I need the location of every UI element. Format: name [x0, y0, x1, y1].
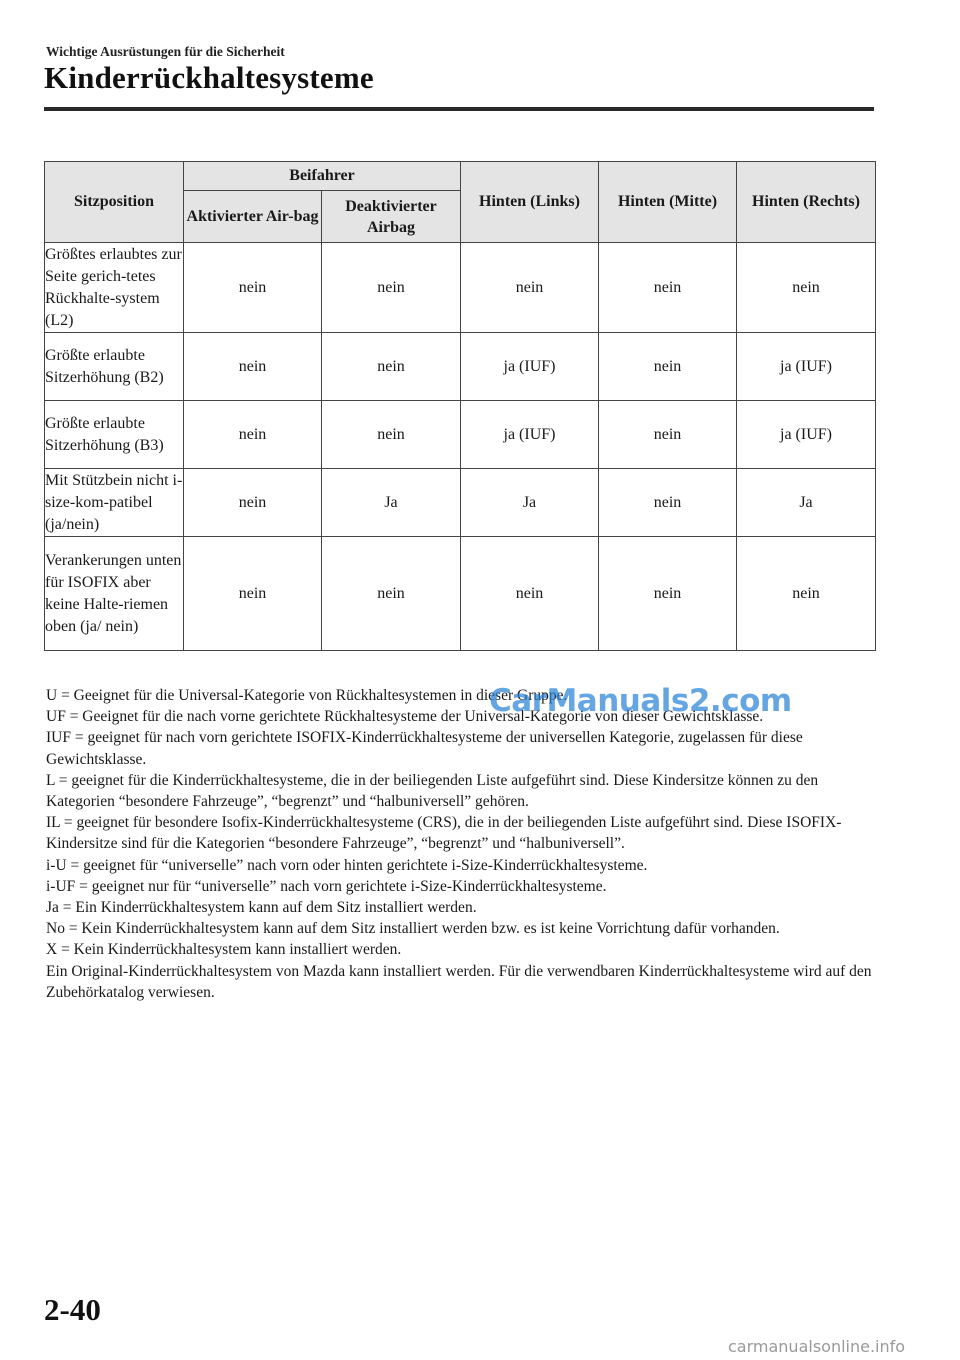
footer-site-watermark: carmanualsonline.info: [728, 1337, 906, 1356]
table-cell: Ja: [737, 469, 876, 537]
header-airbag-active: Aktivierter Air-bag: [184, 191, 322, 243]
table-cell: nein: [322, 333, 461, 401]
note-i-u: i-U = geeignet für “universelle” nach vorn oder hinten gerichtete i-Size-Kinderrückhaltesysteme.: [46, 856, 648, 874]
table-cell: ja (IUF): [737, 401, 876, 469]
row-label: Größte erlaubte Sitzerhöhung (B2): [45, 333, 184, 401]
table-cell: ja (IUF): [461, 401, 599, 469]
table-cell: nein: [184, 333, 322, 401]
note-ja: Ja = Ein Kinderrückhaltesystem kann auf dem Sitz installiert werden.: [46, 899, 477, 917]
row-label: Verankerungen unten für ISOFIX aber keine Halte-riemen oben (ja/ nein): [45, 537, 184, 651]
row-label: Größte erlaubte Sitzerhöhung (B3): [45, 401, 184, 469]
table-cell: nein: [599, 537, 737, 651]
header-hinten-mitte: Hinten (Mitte): [599, 162, 737, 243]
table-cell: Ja: [461, 469, 599, 537]
note-original: Ein Original-Kinderrückhaltesystem von Mazda kann installiert werden. Für die verwendbaren Kinderrückhaltesysteme wird auf den Zubehörkatalog verwiesen.: [46, 962, 872, 1001]
table-cell: nein: [184, 537, 322, 651]
header-beifahrer: Beifahrer: [184, 162, 461, 191]
note-i-uf: i-UF = geeignet nur für “universelle” nach vorn gerichtete i-Size-Kinderrückhaltesysteme.: [46, 877, 607, 895]
note-il: IL = geeignet für besondere Isofix-Kinderrückhaltesysteme (CRS), die in der beiliegenden Liste aufgeführt sind. Diese ISOFIX-Kindersitze sind für die Kategorien “besondere Fahrzeuge”, “begrenzt” und “halbuniversell”.: [46, 814, 842, 853]
table-cell: nein: [599, 469, 737, 537]
note-no: No = Kein Kinderrückhaltesystem kann auf dem Sitz installiert werden bzw. es ist keine Vorrichtung dafür vorhanden.: [46, 920, 780, 938]
table-cell: nein: [737, 243, 876, 333]
table-row: [45, 469, 876, 537]
table-cell: nein: [737, 537, 876, 651]
table-cell: ja (IUF): [461, 333, 599, 401]
note-x: X = Kein Kinderrückhaltesystem kann installiert werden.: [46, 941, 402, 959]
table-cell: ja (IUF): [737, 333, 876, 401]
note-iuf: IUF = geeignet für nach vorn gerichtete ISOFIX-Kinderrückhaltesysteme der universellen Kategorie, zugelassen für diese Gewichtsklasse.: [46, 729, 803, 768]
header-hinten-rechts: Hinten (Rechts): [737, 162, 876, 243]
page-number: 2-40: [44, 1292, 101, 1327]
legend-notes: [46, 685, 876, 1003]
note-u: U = Geeignet für die Universal-Kategorie von Rückhaltesystemen in dieser Gruppe.: [46, 687, 568, 704]
table-cell: Ja: [322, 469, 461, 537]
table-cell: nein: [599, 333, 737, 401]
table-cell: nein: [322, 537, 461, 651]
compatibility-table: [44, 161, 876, 651]
table-row: [45, 333, 876, 401]
page-title: Kinderrückhaltesysteme: [44, 60, 374, 95]
note-l: L = geeignet für die Kinderrückhaltesysteme, die in der beiliegenden Liste aufgeführt sind. Diese Kindersitze können zu den Kategorien “besondere Fahrzeuge”, “begrenzt” und “halbuniversell” gehören.: [46, 771, 819, 811]
header-sitzposition: Sitzposition: [45, 162, 184, 243]
table-row: [45, 243, 876, 333]
table-cell: nein: [322, 243, 461, 333]
table-row: [45, 401, 876, 469]
table-cell: nein: [184, 401, 322, 469]
watermark-logo: CarManuals2.com: [489, 683, 792, 719]
table-row: [45, 537, 876, 651]
section-label: Wichtige Ausrüstungen für die Sicherheit: [46, 44, 285, 59]
table-cell: nein: [322, 401, 461, 469]
row-label: Größtes erlaubtes zur Seite gerich-tetes Rückhalte-system (L2): [45, 243, 184, 333]
table-cell: nein: [461, 243, 599, 333]
row-label: Mit Stützbein nicht i-size-kom-patibel (ja/nein): [45, 469, 184, 537]
note-uf: UF = Geeignet für die nach vorne gerichtete Rückhaltesysteme der Universal-Kategorie von dieser Gewichtsklasse.: [46, 708, 764, 726]
table-cell: nein: [599, 243, 737, 333]
title-rule: [44, 107, 874, 111]
table-cell: nein: [599, 401, 737, 469]
table-cell: nein: [184, 243, 322, 333]
table-cell: nein: [461, 537, 599, 651]
header-hinten-links: Hinten (Links): [461, 162, 599, 243]
table-cell: nein: [184, 469, 322, 537]
header-airbag-deactivated: Deaktivierter Airbag: [322, 191, 461, 243]
